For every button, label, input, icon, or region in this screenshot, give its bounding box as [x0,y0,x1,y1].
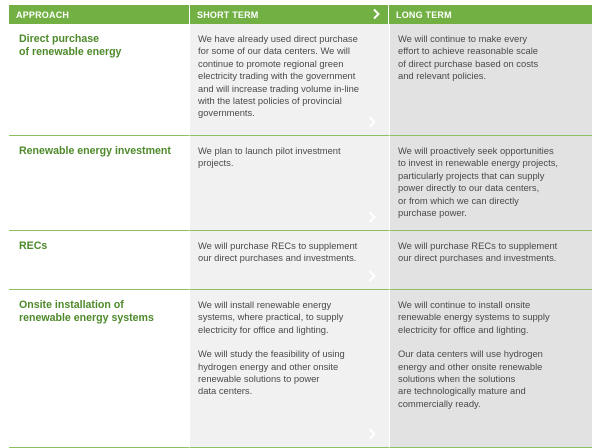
row-direct-purchase-short-term [189,24,389,136]
header-short-term [189,5,389,24]
row-recs-short-term [189,231,389,290]
long-term-text: Our data centers will use hydrogen energy and other onsite renewable solutions when the solutions are technologically mature and commercially ready. [398,348,543,409]
short-term-text: We will purchase RECs to supplement our direct purchases and investments. [198,240,358,264]
row-onsite-approach [9,290,189,448]
header-approach [9,5,189,24]
row-direct-purchase-long-term [389,24,592,136]
long-term-text: We will purchase RECs to supplement our direct purchases and investments. [398,240,558,264]
row-recs-approach [9,231,189,290]
long-term-text: We will continue to make every effort to achieve reasonable scale of direct purchase based on costs and relevant policies. [398,33,539,82]
header-long-term [389,5,592,24]
row-recs-long-term [389,231,592,290]
short-term-text: We will install renewable energy systems, where practical, to supply electricity for office and lighting. [198,299,344,335]
row-onsite-short-term [189,290,389,448]
row-direct-purchase-approach [9,24,189,136]
chevron-right-icon [365,115,379,129]
row-onsite-long-term [389,290,592,448]
chevron-right-icon [370,8,382,20]
header-short-term-label: SHORT TERM [197,9,259,20]
approach-label: Direct purchase of renewable energy [19,33,122,58]
short-term-text: We have already used direct purchase for some of our data centers. We will continue to promote regional green electricity trading with the government and will increase trading volume in-line with the latest policies of provincial governments. [198,33,360,119]
row-investment-long-term [389,136,592,231]
approach-label: RECs [19,240,48,252]
long-term-text: We will proactively seek opportunities to invest in renewable energy projects, particularly projects that can supply power directly to our data centers, or from which we can directly purchase power. [398,145,558,219]
renewable-energy-approach-table [9,5,592,448]
row-investment-short-term [189,136,389,231]
short-term-text: We will study the feasibility of using hydrogen energy and other onsite renewable solutions to power data centers. [198,348,345,397]
chevron-right-icon [365,210,379,224]
chevron-right-icon [365,427,379,441]
approach-label: Onsite installation of renewable energy systems [19,299,154,324]
approach-label: Renewable energy investment [19,145,171,157]
row-investment-approach [9,136,189,231]
header-approach-label: APPROACH [16,9,70,20]
header-long-term-label: LONG TERM [396,9,452,20]
chevron-right-icon [365,269,379,283]
short-term-text: We plan to launch pilot investment projects. [198,145,341,169]
long-term-text: We will continue to install onsite renewable energy systems to supply electricity for office and lighting. [398,299,550,335]
